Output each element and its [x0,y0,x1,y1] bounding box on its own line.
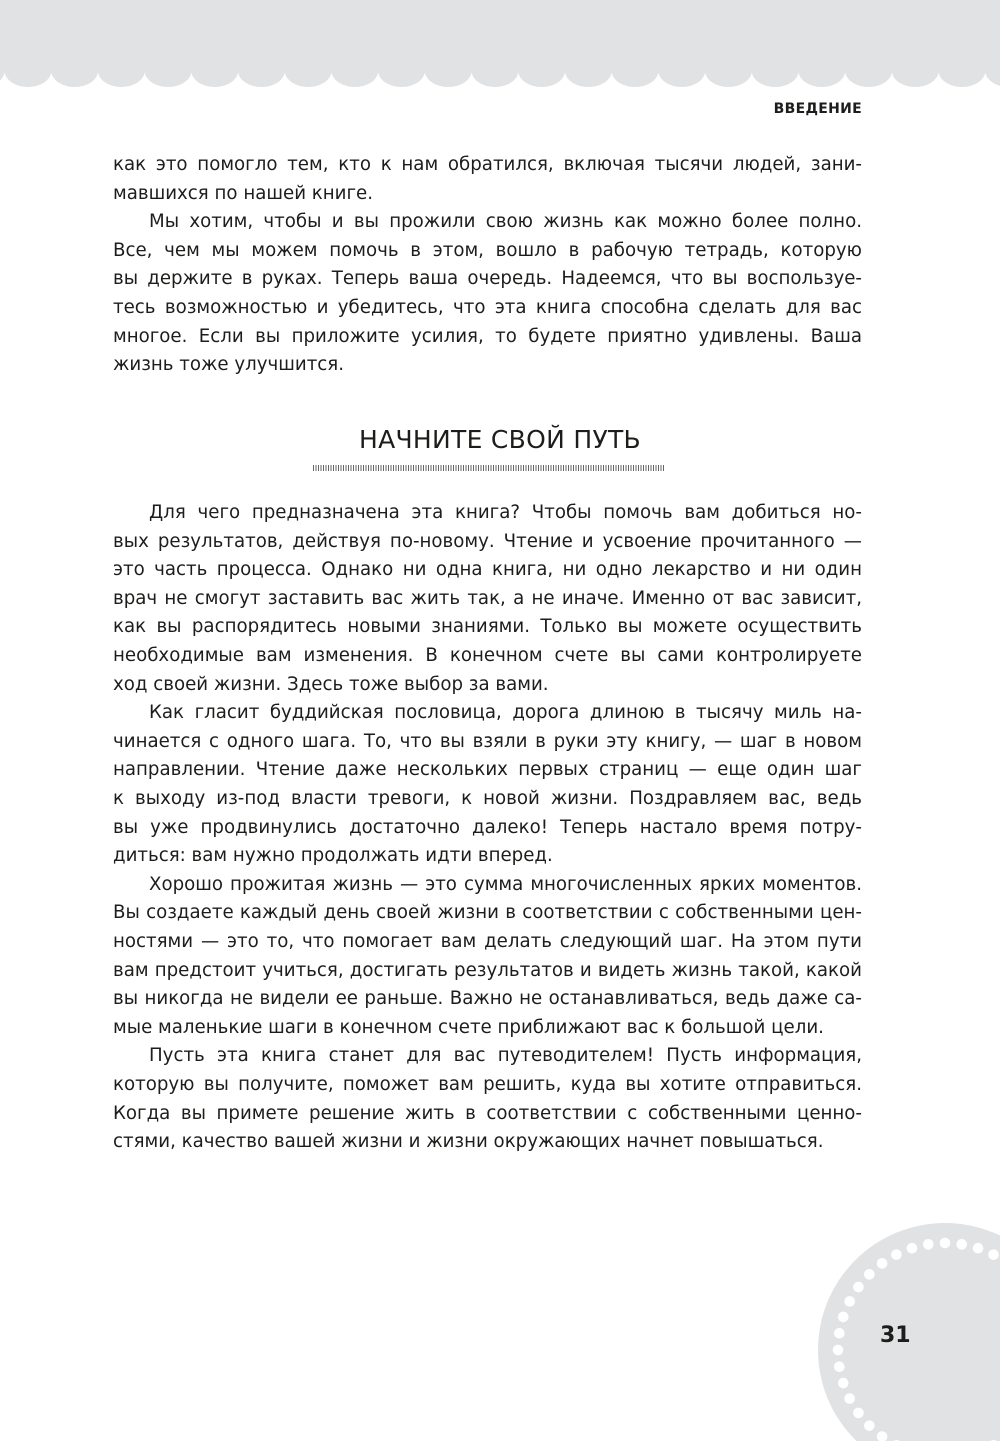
decorative-dot [844,1296,855,1307]
page-number: 31 [880,1323,911,1348]
decorative-dot [853,1408,864,1419]
text-line: чинается с одного шага. То, что вы взяли в руки эту книгу, — шаг в новом [113,730,862,752]
decorative-dot [838,1312,849,1323]
decorative-dot [956,1239,967,1250]
text-line: ностями — это то, что помогает вам делать следующий шаг. На этом пути [113,931,862,952]
text-line: вы никогда не видели ее раньше. Важно не останавливаться, ведь даже са- [113,988,862,1010]
text-line: стями, качество вашей жизни и жизни окружающих начнет повышаться. [113,1131,824,1153]
decorative-dot [864,1269,875,1280]
decorative-dot [853,1282,864,1293]
text-line: к выходу из-под власти тревоги, к новой жизни. Поздравляем вас, ведь [113,788,862,809]
text-line: которую вы получите, поможет вам решить, куда вы хотите отправиться. [113,1074,862,1095]
text-line: как это помогло тем, кто к нам обратился, включая тысячи людей, зани- [113,154,862,175]
text-line: как вы распорядитесь новыми знаниями. Только вы можете осуществить [113,616,862,638]
text-line: Как гласит буддийская пословица, дорога длиною в тысячу миль на- [149,702,862,724]
text-line: мые маленькие шаги в конечном счете приближают вас к большой цели. [113,1016,824,1038]
text-line: диться: вам нужно продолжать идти вперед. [113,845,553,867]
text-line: Хорошо прожитая жизнь — это сумма многочисленных ярких моментов. [149,873,862,895]
decorative-dot [973,1243,984,1254]
text-line: Пусть эта книга станет для вас путеводителем! Пусть информация, [149,1045,862,1067]
running-header: ВВЕДЕНИЕ [773,101,862,117]
decorative-dot [864,1420,875,1431]
text-line: Для чего предназначена эта книга? Чтобы помочь вам добиться но- [149,502,862,523]
text-line: вы уже продвинулись достаточно далеко! Теперь настало время потру- [113,816,862,838]
decorative-dot [923,1239,934,1250]
decorative-dot [940,1238,951,1249]
text-line: это часть процесса. Однако ни одна книга, ни одно лекарство и ни один [113,559,862,581]
decorative-dot [891,1249,902,1260]
decorative-dot [988,1249,999,1260]
text-line: врач не смогут заставить вас жить так, а не иначе. Именно от вас зависит, [113,587,862,609]
text-line: вы держите в руках. Теперь ваша очередь. Надеемся, что вы воспользуе- [113,268,862,290]
text-line: Когда вы примете решение жить в соответствии с собственными ценно- [113,1102,862,1124]
text-line: вам предстоит учиться, достигать результатов и видеть жизнь такой, какой [113,959,862,981]
decorative-dot [834,1328,845,1339]
text-line: Все, чем мы можем помочь в этом, вошло в рабочую тетрадь, которую [113,239,862,261]
decorative-dot [833,1345,844,1356]
decorative-dot [907,1243,918,1254]
text-line: необходимые вам изменения. В конечном счете вы сами контролируете [113,645,862,666]
text-line: Мы хотим, чтобы и вы прожили свою жизнь как можно более полно. [149,211,862,233]
text-line: Вы создаете каждый день своей жизни в соответствии с собственными цен- [113,902,862,924]
text-line: многое. Если вы приложите усилия, то будете приятно удивлены. Ваша [113,325,862,347]
text-line: тесь возможностью и убедитесь, что эта книга способна сделать для вас [113,297,862,318]
text-line: направлении. Чтение даже нескольких первых страниц — еще один шаг [113,759,862,781]
decorative-dot [877,1258,888,1269]
text-line: жизнь тоже улучшится. [113,354,345,376]
text-line: вых результатов, действуя по-новому. Чтение и усвоение прочитанного — [113,530,862,552]
text-line: мавшихся по нашей книге. [113,182,374,204]
decorative-dot [838,1378,849,1389]
decorative-dot [834,1361,845,1372]
text-line: ход своей жизни. Здесь тоже выбор за вами. [113,673,549,695]
decorative-dot [844,1393,855,1404]
section-heading: НАЧНИТЕ СВОЙ ПУТЬ [358,425,642,454]
